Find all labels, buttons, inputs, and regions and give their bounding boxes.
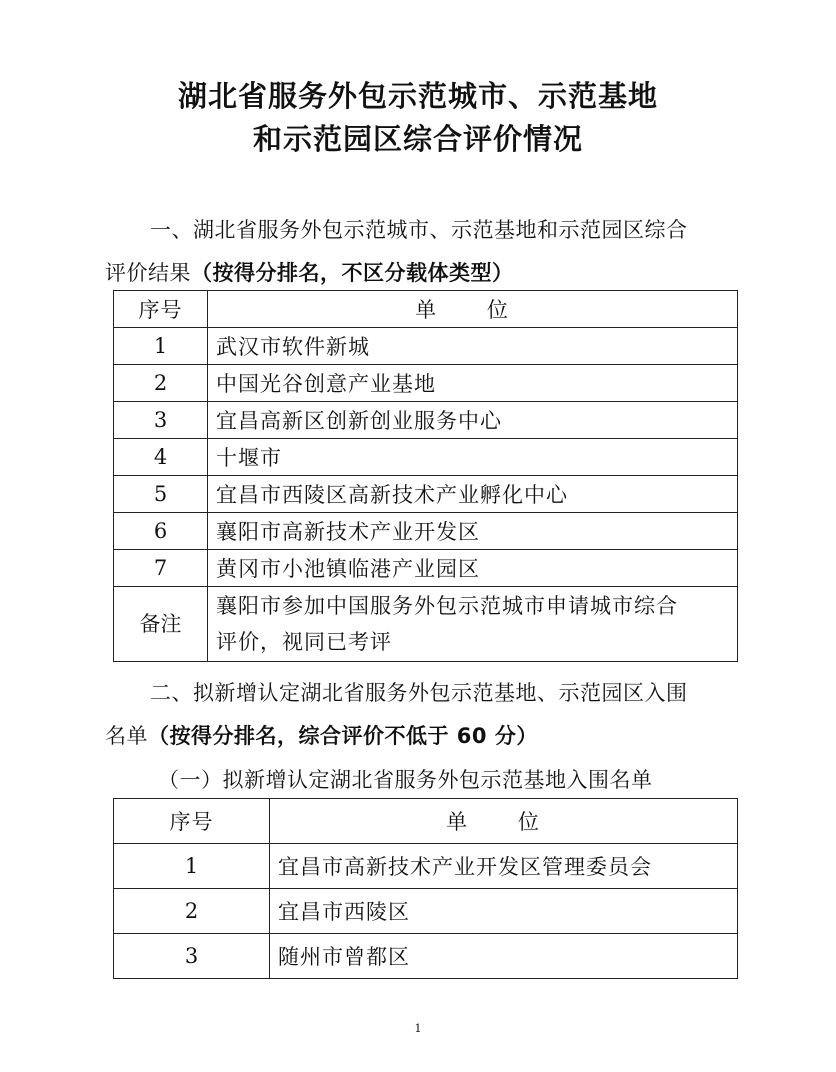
section2-heading-line2 bbox=[105, 719, 538, 753]
row-no: 1 bbox=[114, 844, 270, 889]
col-header-no: 序号 bbox=[114, 799, 270, 844]
table-row bbox=[114, 365, 738, 402]
row-unit: 宜昌市西陵区高新技术产业孵化中心 bbox=[208, 476, 738, 513]
page-number: 1 bbox=[414, 1022, 422, 1035]
row-unit: 中国光谷创意产业基地 bbox=[208, 365, 738, 402]
row-no: 3 bbox=[114, 402, 208, 439]
table-row bbox=[114, 402, 738, 439]
table-row bbox=[114, 889, 738, 934]
row-unit: 黄冈市小池镇临港产业园区 bbox=[208, 550, 738, 587]
col-header-unit: 单 位 bbox=[270, 799, 738, 844]
note-text bbox=[208, 587, 738, 662]
table-header-row bbox=[114, 291, 738, 328]
section2-heading-text: 名单 bbox=[105, 724, 148, 748]
row-unit: 十堰市 bbox=[208, 439, 738, 476]
section2-subheading: （一）拟新增认定湖北省服务外包示范基地入围名单 bbox=[158, 768, 653, 792]
doc-title-line2: 和示范园区综合评价情况 bbox=[252, 122, 583, 156]
evaluation-results-table bbox=[113, 290, 738, 662]
row-no: 4 bbox=[114, 439, 208, 476]
col-header-no: 序号 bbox=[114, 291, 208, 328]
row-unit: 随州市曾都区 bbox=[270, 934, 738, 979]
row-unit: 宜昌市高新技术产业开发区管理委员会 bbox=[270, 844, 738, 889]
row-no: 7 bbox=[114, 550, 208, 587]
row-no: 6 bbox=[114, 513, 208, 550]
section2-heading-note: （按得分排名，综合评价不低于 60 分） bbox=[148, 724, 538, 748]
row-unit: 宜昌市西陵区 bbox=[270, 889, 738, 934]
section2-heading-line1: 二、拟新增认定湖北省服务外包示范基地、示范园区入围 bbox=[150, 681, 688, 705]
col-header-unit: 单 位 bbox=[208, 291, 738, 328]
section1-heading-line1: 一、湖北省服务外包示范城市、示范基地和示范园区综合 bbox=[150, 218, 688, 242]
note-line2: 评价，视同已考评 bbox=[216, 630, 392, 654]
row-unit: 宜昌高新区创新创业服务中心 bbox=[208, 402, 738, 439]
demo-base-candidates-table bbox=[113, 798, 738, 979]
table-row bbox=[114, 550, 738, 587]
table-row bbox=[114, 513, 738, 550]
table-note-row bbox=[114, 587, 738, 662]
row-no: 2 bbox=[114, 889, 270, 934]
note-label: 备注 bbox=[114, 587, 208, 662]
section1-heading-note: （按得分排名，不区分载体类型） bbox=[191, 261, 514, 285]
table-row bbox=[114, 328, 738, 365]
section1-heading-line2 bbox=[105, 256, 514, 290]
row-no: 5 bbox=[114, 476, 208, 513]
table-row bbox=[114, 934, 738, 979]
note-line1: 襄阳市参加中国服务外包示范城市申请城市综合 bbox=[216, 594, 678, 618]
row-unit: 襄阳市高新技术产业开发区 bbox=[208, 513, 738, 550]
row-no: 1 bbox=[114, 328, 208, 365]
table-row bbox=[114, 439, 738, 476]
table-header-row bbox=[114, 799, 738, 844]
section1-heading-text: 评价结果 bbox=[105, 261, 191, 285]
doc-title-line1: 湖北省服务外包示范城市、示范基地 bbox=[177, 79, 658, 113]
row-no: 3 bbox=[114, 934, 270, 979]
table-row bbox=[114, 844, 738, 889]
table-row bbox=[114, 476, 738, 513]
row-unit: 武汉市软件新城 bbox=[208, 328, 738, 365]
row-no: 2 bbox=[114, 365, 208, 402]
